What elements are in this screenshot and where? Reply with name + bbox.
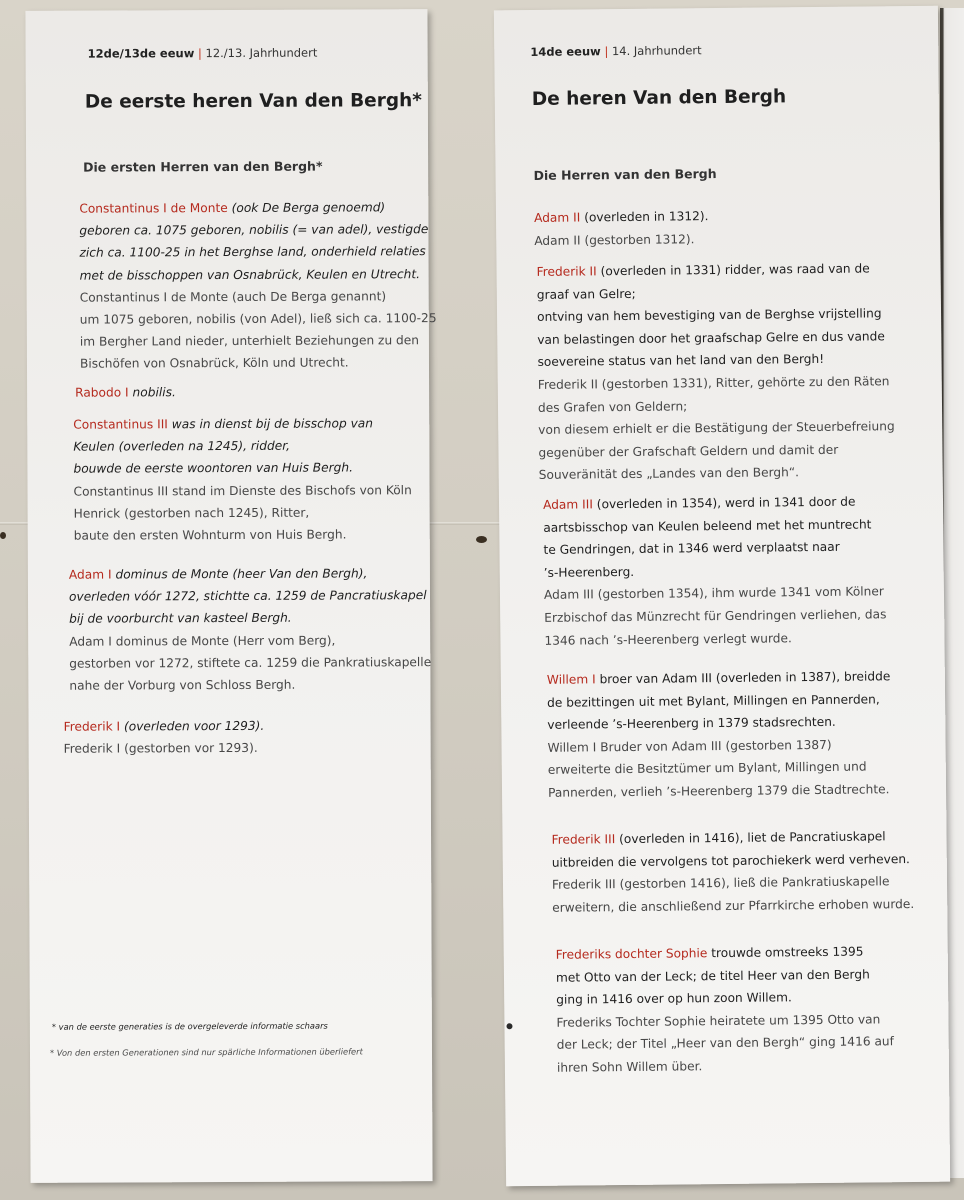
person-name: Frederik III (551, 832, 616, 847)
entry-text-de: Adam III (gestorben 1354), ihm wurde 1341 vom Kölner (543, 584, 884, 603)
entry-text-nl: soevereine status van het land van den Bergh! (537, 352, 825, 370)
entry-text-nl: dominus de Monte (heer Van den Bergh), (115, 566, 368, 582)
entry-text-nl: overleden vóór 1272, stichtte ca. 1259 de Pancratiuskapel (68, 588, 427, 604)
entry-text-de: Pannerden, verlieh ’s-Heerenberg 1379 die Stadtrechte. (547, 782, 890, 800)
wall-screw (0, 532, 6, 539)
entry-text-de: Constantinus I de Monte (auch De Berga genannt) (79, 289, 387, 305)
entry-text-nl: uitbreiden die vervolgens tot parochiekerk werd verheven. (551, 851, 910, 870)
entry-constantinus-iii (73, 412, 412, 547)
entry-text-nl: ontving van hem bevestiging van de Berghse vrijstelling (536, 306, 882, 325)
entry-text-de: baute den ersten Wohnturm von Huis Bergh. (73, 527, 347, 543)
entry-text-nl: bouwde de eerste woontoren van Huis Bergh. (73, 460, 354, 477)
person-name: Frederiks dochter Sophie (555, 946, 708, 962)
entry-text-de: gegenüber der Grafschaft Geldern und damit der (538, 442, 839, 460)
footnote-german: * Von den ersten Generationen sind nur spärliche Informationen überliefert (49, 1046, 363, 1058)
entry-text-nl: Keulen (overleden na 1245), ridder, (73, 438, 291, 454)
entry-text-nl: (overleden in 1354), werd in 1341 door de (596, 494, 856, 512)
entry-adam-i (69, 562, 431, 697)
person-name: Constantinus III (73, 417, 168, 432)
entry-text-de: Frederik III (gestorben 1416), ließ die Pankratiuskapelle (551, 874, 890, 892)
entry-text-de: Frederik II (gestorben 1331), Ritter, gehörte zu den Räten (537, 374, 890, 392)
era-separator: | (604, 44, 609, 59)
entry-text-de: Frederik I (gestorben vor 1293). (63, 741, 258, 756)
entry-text-nl: verleende ’s-Heerenberg in 1379 stadsrechten. (547, 715, 836, 733)
entry-text-nl: de bezittingen uit met Bylant, Millingen en Pannerden, (547, 691, 880, 710)
entry-text-de: Henrick (gestorben nach 1245), Ritter, (73, 505, 310, 521)
entry-sophie (556, 940, 895, 1079)
era-dutch: 14de eeuw (530, 44, 601, 59)
entry-text-de: Erzbischof das Münzrecht für Gendringen verliehen, das (544, 607, 887, 625)
entry-text-de: erweitern, die anschließend zur Pfarrkirche erhoben wurde. (552, 896, 915, 915)
entry-text-de: Adam II (gestorben 1312). (534, 231, 695, 248)
entry-willem-i (547, 665, 892, 804)
entry-text-nl: ’s-Heerenberg. (543, 564, 635, 580)
entry-text-de: Frederiks Tochter Sophie heiratete um 1395 Otto van (556, 1012, 881, 1030)
entry-text-nl: was in dienst bij de bisschop van (171, 416, 373, 432)
entry-frederik-i (64, 715, 265, 760)
person-name: Adam I (68, 567, 112, 582)
panel-title: De eerste heren Van den Bergh* (84, 90, 422, 113)
person-name: Rabodo I (75, 385, 129, 400)
panel-subtitle: Die Herren van den Bergh (533, 166, 717, 183)
entry-text-de: 1346 nach ’s-Heerenberg verlegt wurde. (544, 630, 792, 648)
entry-text-de: Souveränität des „Landes van den Bergh“. (538, 465, 800, 483)
panel-title: De heren Van den Bergh (531, 86, 787, 110)
era-label (88, 46, 318, 61)
era-separator: | (197, 46, 202, 61)
entry-text-de: ihren Sohn Willem über. (556, 1059, 703, 1075)
entry-text-nl: (overleden in 1312). (584, 209, 709, 225)
entry-adam-ii (534, 205, 709, 252)
era-dutch: 12de/13de eeuw (87, 46, 195, 61)
entry-frederik-ii (536, 257, 895, 487)
person-name: Willem I (546, 672, 596, 687)
entry-text-de: erweiterte die Besitztümer um Bylant, Millingen und (547, 759, 867, 778)
info-panel-left (25, 9, 437, 1183)
entry-text-nl: (overleden voor 1293). (123, 718, 265, 734)
person-name: Frederik II (536, 264, 597, 279)
entry-text-nl: geboren ca. 1075 geboren, nobilis (= van adel), vestigde (79, 222, 429, 238)
panel-subtitle: Die ersten Herren van den Bergh* (83, 158, 323, 175)
person-name: Constantinus I de Monte (79, 201, 228, 216)
entry-constantinus-i (79, 196, 437, 375)
entry-text-nl: graaf van Gelre; (536, 286, 636, 302)
era-german: 12./13. Jahrhundert (205, 45, 318, 61)
entry-text-de: Constantinus III stand im Dienste des Bischofs von Köln (73, 482, 412, 499)
entry-text-de: Willem I Bruder von Adam III (gestorben 1387) (547, 737, 832, 755)
entry-text-de: der Leck; der Titel „Heer van den Bergh“ ging 1416 auf (556, 1034, 894, 1053)
entry-text-nl: bij de voorburcht van kasteel Bergh. (69, 611, 292, 627)
entry-text-nl: nobilis. (132, 385, 176, 400)
entry-text-de: Bischöfen von Osnabrück, Köln und Utrecht. (79, 355, 349, 372)
entry-text-de: Adam I dominus de Monte (Herr vom Berg), (69, 633, 336, 649)
person-name: Frederik I (63, 719, 121, 734)
footnote-dutch: * van de eerste generaties is de overgeleverde informatie schaars (51, 1020, 328, 1032)
entry-text-de: im Bergher Land nieder, unterhielt Beziehungen zu den (79, 333, 420, 349)
entry-text-nl: (overleden in 1331) ridder, was raad van de (600, 261, 870, 279)
entry-text-nl: broer van Adam III (overleden in 1387), breidde (599, 669, 891, 687)
entry-text-de: von diesem erhielt er die Bestätigung der Steuerbefreiung (538, 419, 895, 438)
entry-rabodo-i (75, 381, 176, 404)
entry-text-nl: zich ca. 1100-25 in het Berghse land, onderhield relaties (79, 244, 426, 261)
entry-text-nl: met de bisschoppen van Osnabrück, Keulen en Utrecht. (79, 266, 421, 283)
entry-text-nl: (ook De Berga genoemd) (231, 200, 386, 215)
entry-text-de: um 1075 geboren, nobilis (von Adel), ließ sich ca. 1100-25 (79, 311, 437, 327)
era-german: 14. Jahrhundert (611, 43, 702, 59)
entry-text-nl: met Otto van der Leck; de titel Heer van den Bergh (555, 967, 870, 985)
entry-text-de: nahe der Vorburg von Schloss Bergh. (69, 677, 296, 693)
person-name: Adam III (542, 497, 593, 512)
entry-text-nl: aartsbisschop van Keulen beleend met het muntrecht (543, 517, 872, 535)
entry-text-de: gestorben vor 1272, stiftete ca. 1259 die Pankratiuskapelle (69, 654, 432, 671)
entry-text-nl: ging in 1416 over op hun zoon Willem. (556, 990, 792, 1007)
wall-screw (476, 536, 487, 543)
era-label (530, 43, 701, 59)
entry-text-de: des Grafen von Geldern; (537, 398, 688, 415)
entry-text-nl: te Gendringen, dat in 1346 werd verplaatst naar (543, 539, 840, 558)
entry-frederik-iii (551, 825, 914, 919)
entry-adam-iii (543, 490, 887, 652)
info-panel-right (494, 6, 950, 1187)
person-name: Adam II (533, 210, 581, 225)
entry-text-nl: van belastingen door het graafschap Gelre en dus vande (537, 329, 885, 347)
entry-text-nl: (overleden in 1416), liet de Pancratiuskapel (619, 829, 886, 847)
mounting-dot (506, 1023, 512, 1029)
entry-text-nl: trouwde omstreeks 1395 (711, 944, 864, 961)
